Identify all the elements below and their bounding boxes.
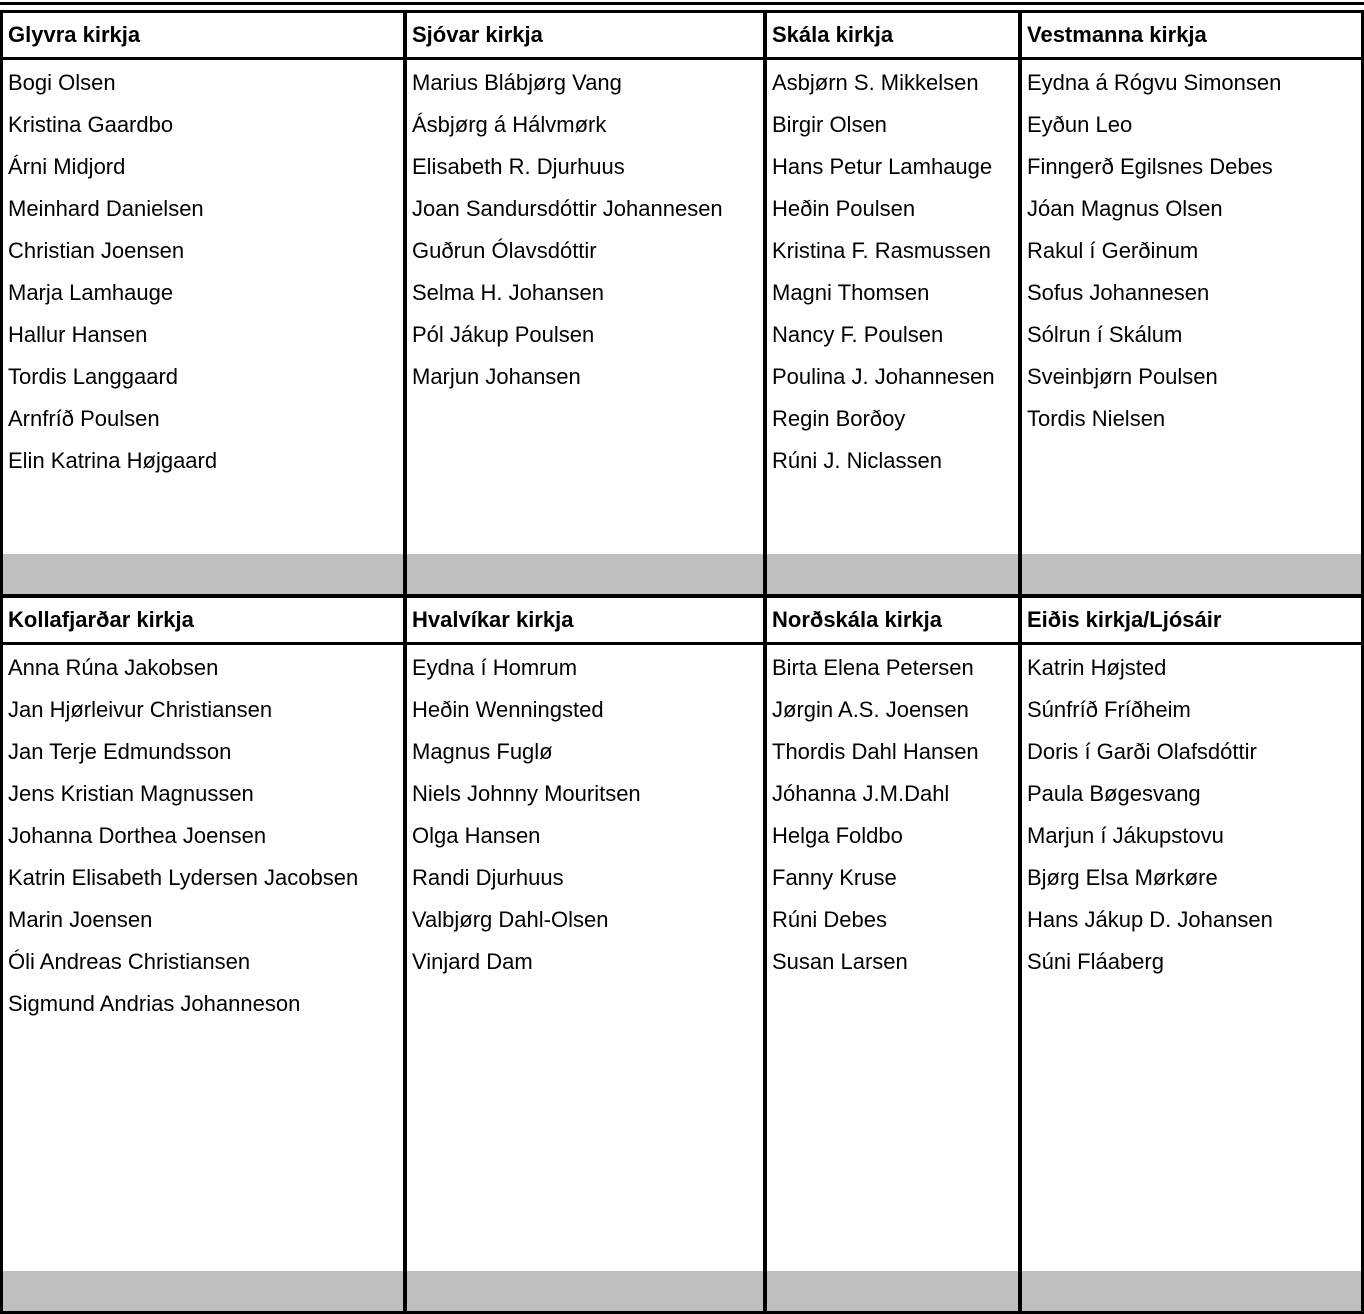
member-name: Elisabeth R. Djurhuus	[412, 154, 625, 179]
member-name: Heðin Poulsen	[772, 196, 916, 221]
church-header-kollafjar-ar-kirkja: Kollafjarðar kirkja	[3, 598, 403, 645]
separator-band	[3, 554, 403, 594]
member-list-sk-la-kirkja	[767, 60, 1018, 554]
member-name: Marius Blábjørg Vang	[412, 70, 622, 95]
member-name: Thordis Dahl Hansen	[772, 739, 979, 764]
member-list-ei-is-kirkja-lj-s-ir	[1022, 645, 1361, 1271]
member-name: Randi Djurhuus	[412, 865, 564, 890]
church-section-sk-la-kirkja	[767, 13, 1022, 598]
member-name: Bjørg Elsa Mørkøre	[1027, 865, 1218, 890]
member-name: Ásbjørg á Hálvmørk	[412, 112, 607, 137]
member-name: Katrin Højsted	[1027, 655, 1167, 680]
member-name: Marjun í Jákupstovu	[1027, 823, 1224, 848]
church-header-glyvra-kirkja: Glyvra kirkja	[3, 13, 403, 60]
member-name: Rúni J. Niclassen	[772, 448, 942, 473]
church-section-hvalv-kar-kirkja	[407, 598, 767, 1311]
member-name: Jens Kristian Magnussen	[8, 781, 254, 806]
member-name: Tordis Nielsen	[1027, 406, 1166, 431]
member-name: Marja Lamhauge	[8, 280, 174, 305]
member-name: Fanny Kruse	[772, 865, 897, 890]
member-name: Jóan Magnus Olsen	[1027, 196, 1223, 221]
member-name: Asbjørn S. Mikkelsen	[772, 70, 979, 95]
church-section-ei-is-kirkja-lj-s-ir	[1022, 598, 1361, 1311]
member-name: Doris í Garði Olafsdóttir	[1027, 739, 1257, 764]
member-name: Bogi Olsen	[8, 70, 116, 95]
member-name: Guðrun Ólavsdóttir	[412, 238, 597, 263]
member-name: Sólrun í Skálum	[1027, 322, 1183, 347]
church-section-glyvra-kirkja	[3, 13, 407, 598]
member-name: Paula Bøgesvang	[1027, 781, 1201, 806]
member-name: Susan Larsen	[772, 949, 908, 974]
member-name: Sigmund Andrias Johanneson	[8, 991, 301, 1016]
member-name: Jan Hjørleivur Christiansen	[8, 697, 273, 722]
church-header-nor-sk-la-kirkja: Norðskála kirkja	[767, 598, 1018, 645]
church-header-sj-var-kirkja: Sjóvar kirkja	[407, 13, 763, 60]
church-section-sj-var-kirkja	[407, 13, 767, 598]
separator-band	[767, 554, 1018, 594]
member-name: Johanna Dorthea Joensen	[8, 823, 267, 848]
member-name: Marjun Johansen	[412, 364, 581, 389]
top-gridline-remnant	[0, 2, 1364, 5]
member-name: Óli Andreas Christiansen	[8, 949, 251, 974]
member-name: Eydna í Homrum	[412, 655, 578, 680]
separator-band	[407, 554, 763, 594]
member-name: Helga Foldbo	[772, 823, 903, 848]
church-header-sk-la-kirkja: Skála kirkja	[767, 13, 1018, 60]
member-name: Marin Joensen	[8, 907, 153, 932]
member-name: Hans Jákup D. Johansen	[1027, 907, 1273, 932]
member-name: Jóhanna J.M.Dahl	[772, 781, 950, 806]
member-name: Christian Joensen	[8, 238, 185, 263]
separator-band	[1022, 1271, 1361, 1311]
member-list-nor-sk-la-kirkja	[767, 645, 1018, 1271]
member-list-glyvra-kirkja	[3, 60, 403, 554]
member-name: Hallur Hansen	[8, 322, 148, 347]
member-name: Rakul í Gerðinum	[1027, 238, 1199, 263]
separator-band	[407, 1271, 763, 1311]
member-name: Hans Petur Lamhauge	[772, 154, 993, 179]
member-name: Birta Elena Petersen	[772, 655, 974, 680]
separator-band	[767, 1271, 1018, 1311]
member-name: Elin Katrina Højgaard	[8, 448, 218, 473]
member-name: Joan Sandursdóttir Johannesen	[412, 196, 723, 221]
member-name: Vinjard Dam	[412, 949, 533, 974]
member-name: Katrin Elisabeth Lydersen Jacobsen	[8, 865, 359, 890]
member-name: Jørgin A.S. Joensen	[772, 697, 969, 722]
member-name: Regin Borðoy	[772, 406, 906, 431]
church-header-hvalv-kar-kirkja: Hvalvíkar kirkja	[407, 598, 763, 645]
member-list-kollafjar-ar-kirkja	[3, 645, 403, 1271]
member-list-hvalv-kar-kirkja	[407, 645, 763, 1271]
separator-band	[3, 1271, 403, 1311]
church-section-kollafjar-ar-kirkja	[3, 598, 407, 1311]
church-members-table	[0, 10, 1364, 1314]
member-name: Eyðun Leo	[1027, 112, 1133, 137]
member-name: Jan Terje Edmundsson	[8, 739, 232, 764]
member-name: Anna Rúna Jakobsen	[8, 655, 219, 680]
member-name: Súnfríð Fríðheim	[1027, 697, 1191, 722]
member-name: Valbjørg Dahl-Olsen	[412, 907, 609, 932]
member-name: Olga Hansen	[412, 823, 541, 848]
member-name: Kristina F. Rasmussen	[772, 238, 991, 263]
member-name: Nancy F. Poulsen	[772, 322, 944, 347]
member-name: Súni Fláaberg	[1027, 949, 1164, 974]
member-name: Meinhard Danielsen	[8, 196, 204, 221]
member-name: Sofus Johannesen	[1027, 280, 1210, 305]
member-name: Eydna á Rógvu Simonsen	[1027, 70, 1282, 95]
member-name: Rúni Debes	[772, 907, 887, 932]
member-name: Birgir Olsen	[772, 112, 887, 137]
member-list-sj-var-kirkja	[407, 60, 763, 554]
church-header-vestmanna-kirkja: Vestmanna kirkja	[1022, 13, 1361, 60]
member-name: Poulina J. Johannesen	[772, 364, 995, 389]
church-section-vestmanna-kirkja	[1022, 13, 1361, 598]
church-header-ei-is-kirkja-lj-s-ir: Eiðis kirkja/Ljósáir	[1022, 598, 1361, 645]
member-name: Magnus Fuglø	[412, 739, 553, 764]
separator-band	[1022, 554, 1361, 594]
member-name: Tordis Langgaard	[8, 364, 179, 389]
member-name: Heðin Wenningsted	[412, 697, 604, 722]
member-list-vestmanna-kirkja	[1022, 60, 1361, 554]
member-name: Árni Midjord	[8, 154, 126, 179]
member-name: Finngerð Egilsnes Debes	[1027, 154, 1273, 179]
member-name: Kristina Gaardbo	[8, 112, 174, 137]
member-name: Sveinbjørn Poulsen	[1027, 364, 1218, 389]
church-section-nor-sk-la-kirkja	[767, 598, 1022, 1311]
member-name: Niels Johnny Mouritsen	[412, 781, 641, 806]
member-name: Arnfríð Poulsen	[8, 406, 160, 431]
member-name: Magni Thomsen	[772, 280, 930, 305]
member-name: Selma H. Johansen	[412, 280, 604, 305]
member-name: Pól Jákup Poulsen	[412, 322, 595, 347]
